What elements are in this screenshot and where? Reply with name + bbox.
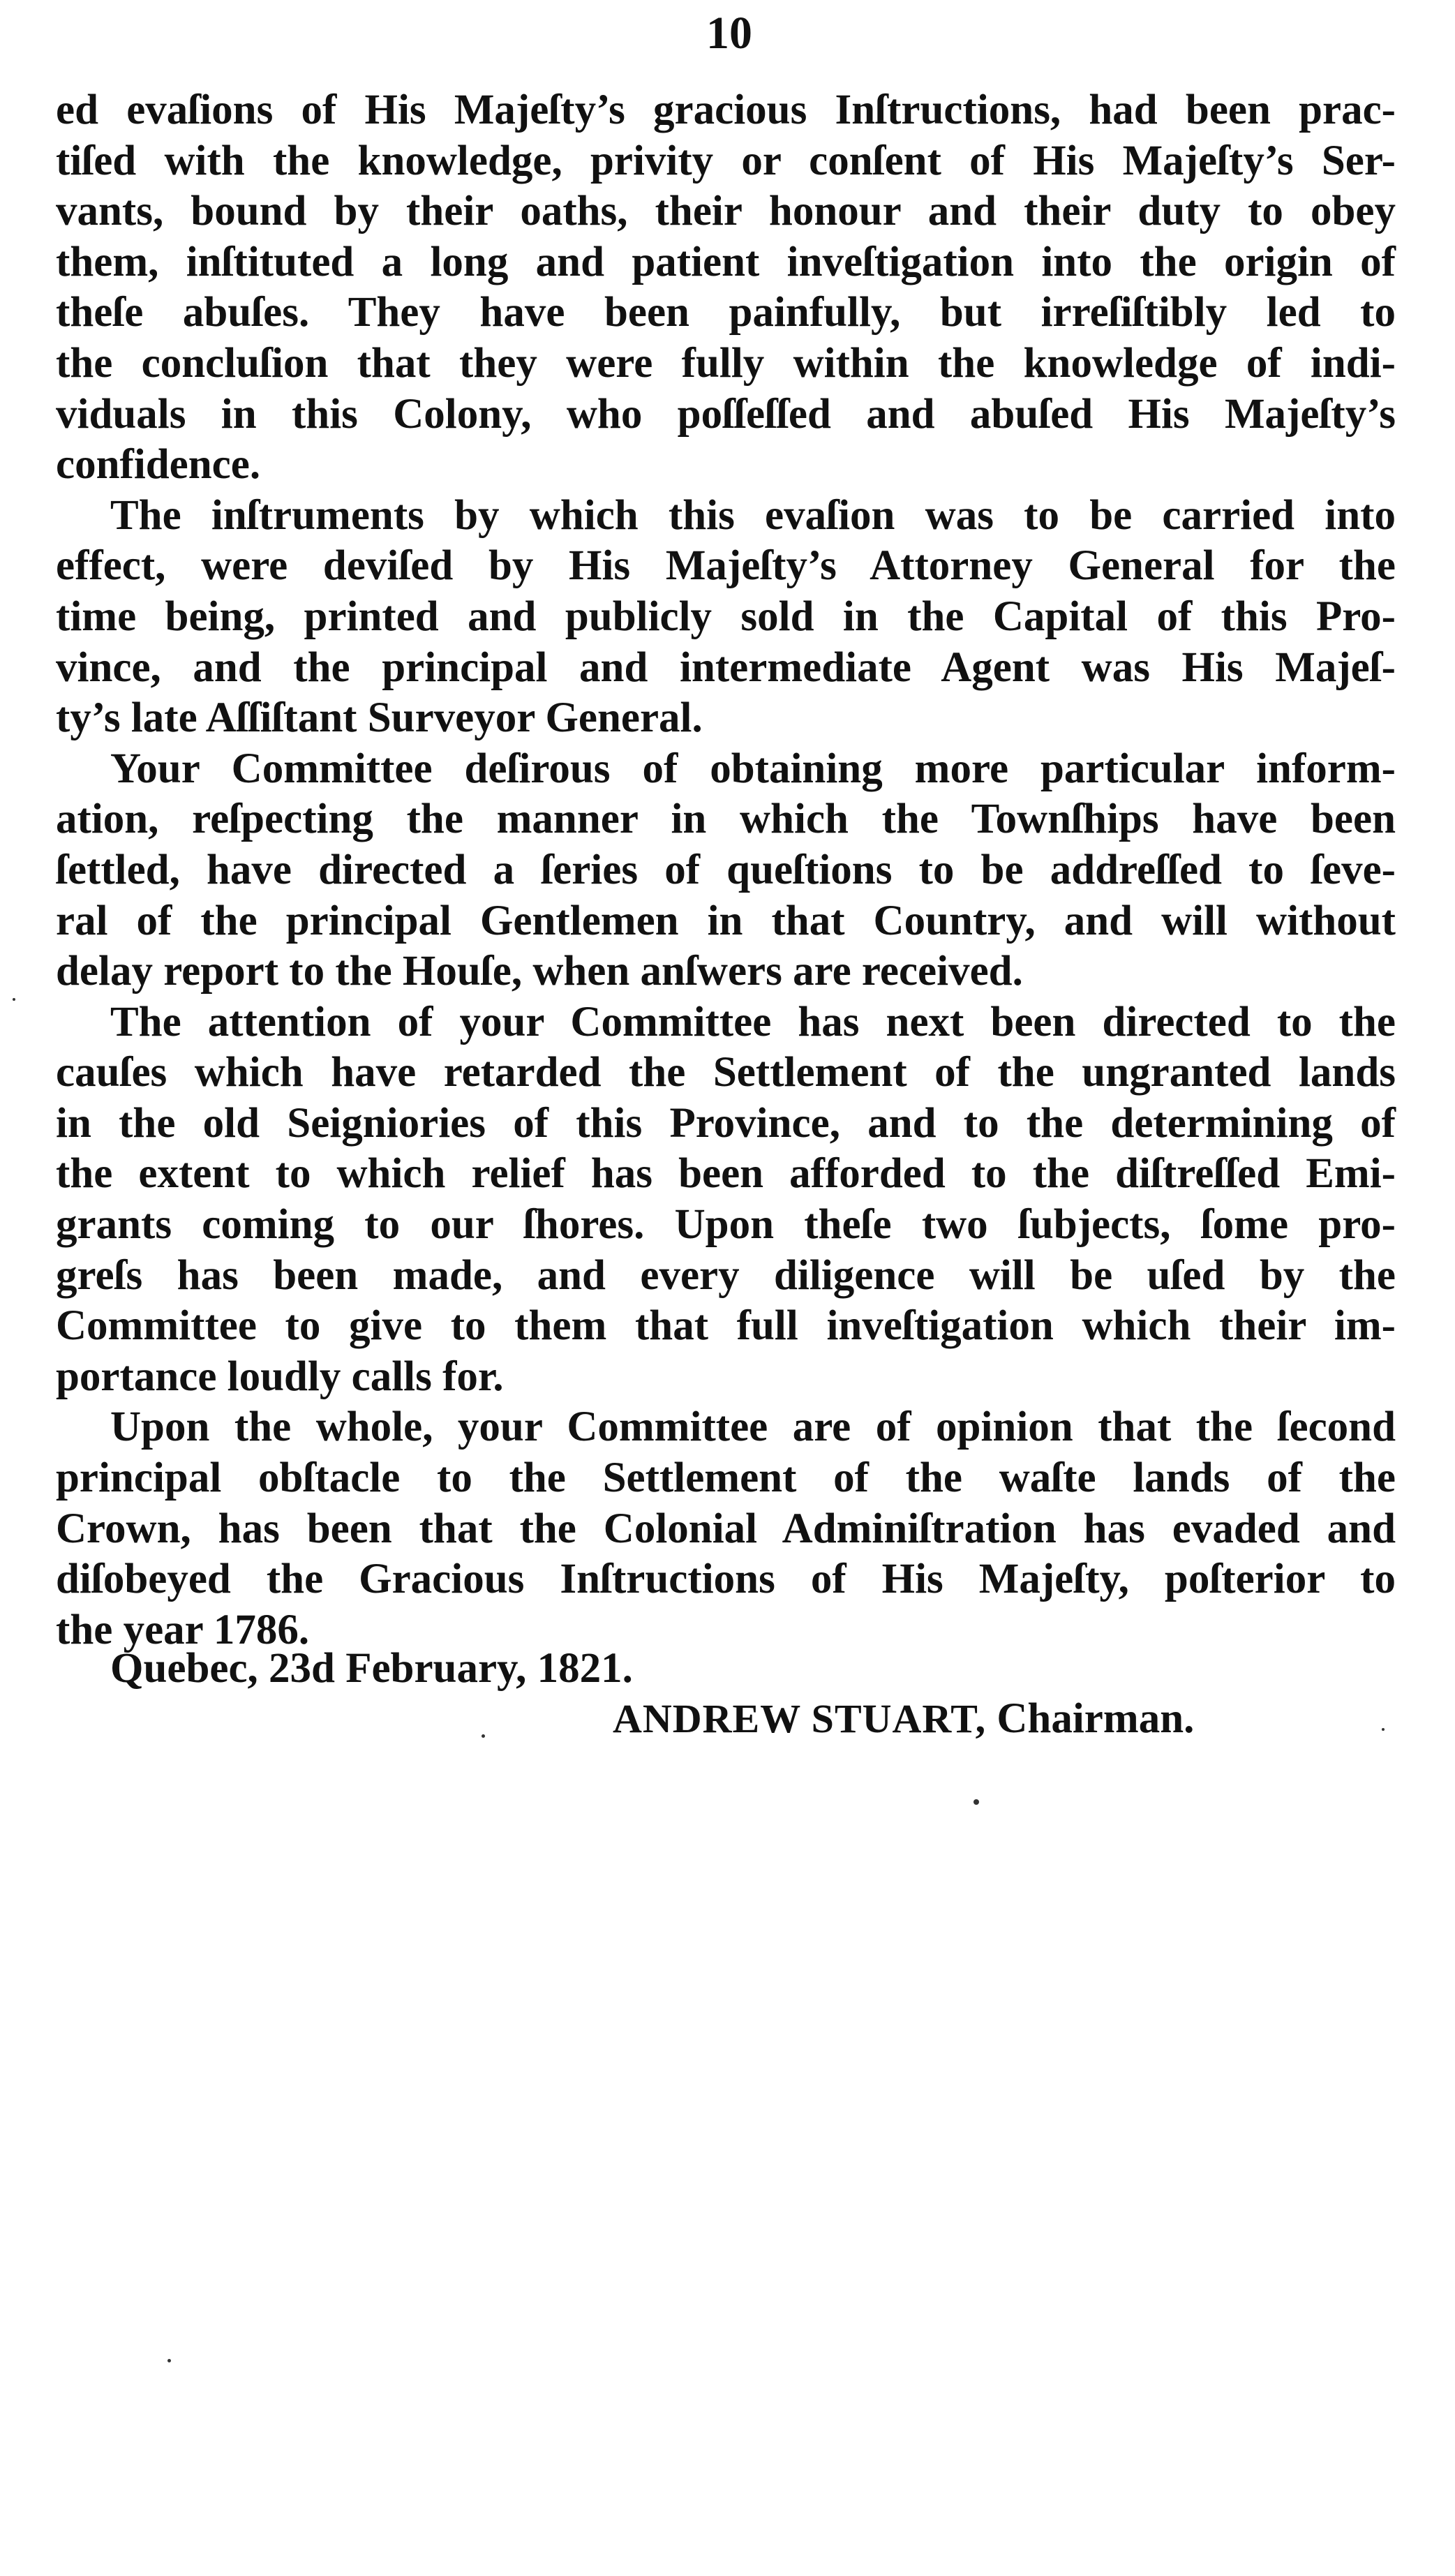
- scan-speck: [13, 998, 15, 1001]
- text-line: principal obſtacle to the Settlement of the waſte lands of the: [56, 1454, 1396, 1502]
- text-line: confidence.: [56, 441, 261, 489]
- text-line: vince, and the principal and intermediate Agent was His Majeſ-: [56, 643, 1396, 691]
- text-line: delay report to the Houſe, when anſwers are received.: [56, 948, 1023, 995]
- text-line: effect, were deviſed by His Majeſty’s Attorney General for the: [56, 542, 1396, 590]
- text-line: diſobeyed the Gracious Inſtructions of His Majeſty, poſterior to: [56, 1556, 1396, 1603]
- text-line: Crown, has been that the Colonial Adminiſtration has evaded and: [56, 1505, 1396, 1552]
- text-line: The inſtruments by which this evaſion was to be carried into: [110, 491, 1396, 539]
- text-line: the concluſion that they were fully within the knowledge of indi-: [56, 339, 1396, 387]
- text-line: Upon the whole, your Committee are of opinion that the ſecond: [110, 1404, 1396, 1451]
- paragraph-3: [56, 744, 1396, 997]
- dateline: Quebec, 23d February, 1821.: [110, 1645, 633, 1692]
- text-line: ty’s late Aſſiſtant Surveyor General.: [56, 694, 703, 742]
- signatory-title: Chairman.: [997, 1695, 1195, 1742]
- paragraph-1: [56, 85, 1396, 491]
- text-line: the extent to which relief has been afforded to the diſtreſſed Emi-: [56, 1150, 1396, 1198]
- text-line: ation, reſpecting the manner in which the Townſhips have been: [56, 796, 1396, 843]
- text-line: greſs has been made, and every diligence will be uſed by the: [56, 1251, 1396, 1299]
- text-line: vants, bound by their oaths, their honour and their duty to obey: [56, 188, 1396, 235]
- text-line: the year 1786.: [56, 1606, 310, 1653]
- scan-speck: [973, 1799, 979, 1805]
- text-line: Committee to give to them that full inveſtigation which their im-: [56, 1302, 1396, 1350]
- body-text: [56, 85, 1396, 1655]
- text-line: The attention of your Committee has next been directed to the: [110, 998, 1396, 1045]
- text-line: viduals in this Colony, who poſſeſſed and abuſed His Majeſty’s: [56, 390, 1396, 438]
- text-line: grants coming to our ſhores. Upon theſe two ſubjects, ſome pro-: [56, 1201, 1396, 1249]
- text-line: Your Committee deſirous of obtaining more particular inform-: [110, 745, 1396, 792]
- paragraph-2: [56, 491, 1396, 744]
- text-line: ral of the principal Gentlemen in that Country, and will without: [56, 897, 1396, 944]
- page-number: 10: [706, 8, 752, 59]
- text-line: ſettled, have directed a ſeries of queſtions to be addreſſed to ſeve-: [56, 846, 1396, 893]
- scan-speck: [167, 2359, 171, 2362]
- text-line: tiſed with the knowledge, privity or conſent of His Majeſty’s Ser-: [56, 137, 1396, 184]
- text-line: ed evaſions of His Majeſty’s gracious Inſtructions, had been prac-: [56, 87, 1396, 133]
- paragraph-4: [56, 997, 1396, 1403]
- text-line: in the old Seigniories of this Province, and to the determining of: [56, 1099, 1396, 1147]
- text-line: portance loudly calls for.: [56, 1353, 504, 1400]
- text-line: cauſes which have retarded the Settlement of the ungranted lands: [56, 1049, 1396, 1096]
- paragraph-5: [56, 1402, 1396, 1655]
- text-line: time being, printed and publicly sold in the Capital of this Pro-: [56, 593, 1396, 640]
- scan-speck: [482, 1734, 485, 1738]
- signature: [613, 1694, 1194, 1744]
- text-line: theſe abuſes. They have been painfully, but irreſiſtibly led to: [56, 289, 1396, 336]
- signatory-name: ANDREW STUART,: [613, 1696, 987, 1741]
- scan-speck: [1382, 1728, 1385, 1731]
- text-line: them, inſtituted a long and patient inveſtigation into the origin of: [56, 238, 1396, 285]
